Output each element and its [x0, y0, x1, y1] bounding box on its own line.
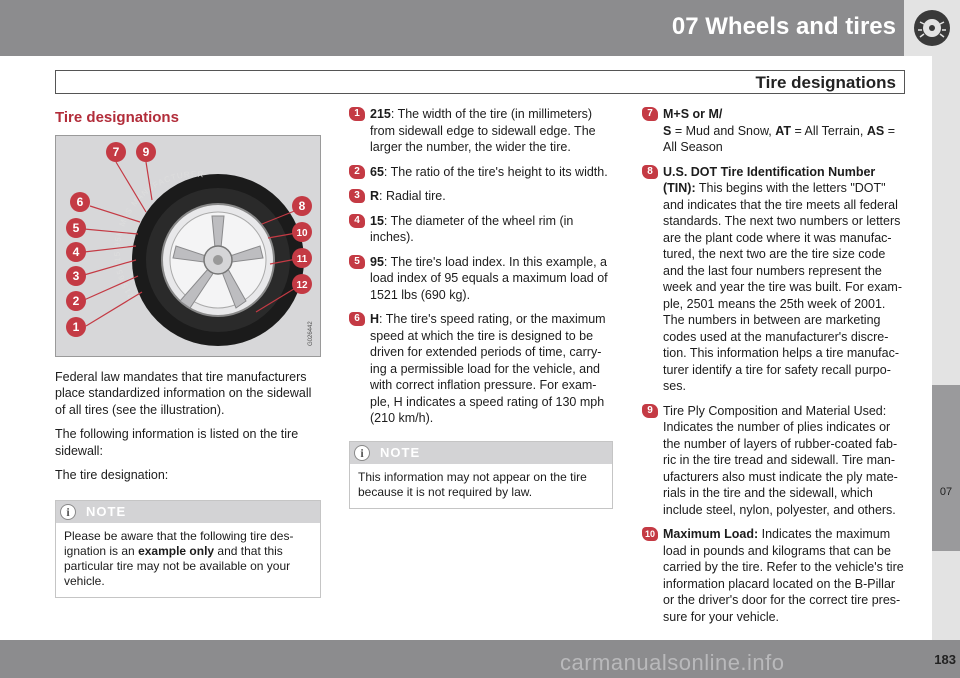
- list-item: [349, 188, 613, 205]
- chapter-side-tab: [932, 56, 960, 640]
- note-text: Please be aware that the following tire des-ignation is an: [64, 528, 294, 558]
- list-item: [642, 526, 908, 625]
- note-emphasis: example only: [138, 543, 215, 558]
- chapter-side-tab-active[interactable]: [932, 385, 960, 551]
- list-item: [349, 164, 613, 181]
- list-item: [642, 106, 908, 156]
- callout-12-label: 12: [296, 279, 308, 291]
- callout-4-label: 4: [72, 244, 80, 259]
- note-box-example: [55, 500, 321, 598]
- item-number-badge: 9: [642, 404, 658, 418]
- callout-11-label: 11: [296, 253, 308, 265]
- tire-icon: [904, 0, 960, 56]
- item-key: S: [663, 123, 672, 138]
- tire-sidewall-illustration: [55, 135, 321, 357]
- item-key: AT: [775, 123, 791, 138]
- paragraph-info-listed: The following information is listed on the tire sidewall:: [55, 427, 299, 458]
- callout-8-label: 8: [298, 198, 306, 213]
- item-text: : Radial tire.: [379, 189, 446, 203]
- list-item: [349, 311, 613, 427]
- item-text: : The width of the tire (in millimeters) from sidewall edge to sidewall edge. The larger the number, the wider the tire.: [370, 107, 596, 154]
- item-key: AS: [866, 123, 885, 138]
- middle-column: [349, 106, 613, 509]
- list-item: [642, 164, 908, 395]
- item-key: 95: [370, 254, 384, 269]
- svg-text:215/65R15 95H M+S MANUFACTURER: 215/65R15 95H M+S MANUFACTURER: [112, 169, 205, 300]
- right-column: [642, 106, 908, 633]
- info-icon: i: [60, 504, 76, 520]
- item-text: = All Season: [663, 123, 895, 154]
- item-number-badge: 6: [349, 312, 365, 326]
- list-item: [349, 106, 613, 156]
- info-icon: i: [354, 445, 370, 461]
- page-number: 183: [934, 652, 956, 667]
- note-header: [350, 442, 612, 464]
- list-item: [349, 254, 613, 304]
- item-number-badge: 4: [349, 214, 365, 228]
- item-text: This begins with the letters "DOT" and indicates that the tire meets all federal standards. The next two numbers or letters are the plant code where it was manufac-tured, the next two are the tire size code and the last four numbers represent the week and year the tire was built. For exam-ple, 2501 means the 25th week of 2001. The numbers in between are marketing codes used at the manufacturer's discre-tion. This information helps a tire manufac-turer identify a tire for safety recall purpo-ses.: [663, 181, 902, 393]
- chapter-tab-label: 07: [939, 486, 953, 498]
- figure-code: G026442: [308, 320, 314, 346]
- item-text: : The ratio of the tire's height to its width.: [383, 164, 608, 179]
- item-number-badge: 1: [349, 107, 365, 121]
- item-text: = Mud and Snow,: [671, 123, 776, 138]
- item-number-badge: 7: [642, 107, 658, 121]
- callout-10-label: 10: [296, 227, 308, 239]
- note-title: NOTE: [86, 503, 127, 519]
- item-key: R: [370, 189, 380, 203]
- item-key: 215: [370, 107, 391, 121]
- item-text: : The tire's speed rating, or the maximum speed at which the tire is designed to be driven for extended periods of time, carry-ing a permissible load for the vehicle, and with correct inflation pressure. For exam-ple, H indicates a speed rating of 130 mph (210 km/h).: [370, 312, 606, 425]
- note-header: [56, 501, 320, 523]
- section-bar: [55, 70, 905, 94]
- callout-5-label: 5: [72, 220, 80, 235]
- page-footer: [0, 640, 960, 678]
- item-number-badge: 3: [349, 189, 365, 203]
- left-column: [55, 110, 321, 598]
- note-title: NOTE: [380, 444, 421, 460]
- paragraph-federal-law: Federal law mandates that tire manufacturers place standardized information on the sidewall of all tires (see the illustration).: [55, 369, 312, 417]
- item-key: 65: [370, 164, 384, 179]
- item-number-badge: 5: [349, 255, 365, 269]
- note-body: [56, 523, 320, 597]
- callout-1-label: 1: [72, 319, 80, 334]
- note-text: and that this particular tire may not be available on your vehicle.: [64, 543, 291, 588]
- paragraph-tire-designation: The tire designation:: [55, 468, 169, 482]
- list-item: [642, 403, 908, 519]
- chapter-title: 07 Wheels and tires: [671, 13, 896, 40]
- item-key: 15: [370, 213, 384, 228]
- chapter-header: [0, 0, 960, 56]
- note-box-law: [349, 441, 613, 509]
- callout-7-label: 7: [112, 144, 120, 159]
- item-text: = All Terrain,: [790, 123, 867, 138]
- item-key: M+S or M/: [663, 107, 723, 121]
- list-item: [349, 213, 613, 246]
- subsection-heading: Tire designations: [55, 109, 179, 126]
- tire-diagram: [56, 136, 321, 357]
- item-key: Maximum Load:: [663, 527, 759, 541]
- item-number-badge: 8: [642, 165, 658, 179]
- callout-3-label: 3: [72, 268, 80, 283]
- item-text: Tire Ply Composition and Material Used: Indicates the number of plies indicates or the number of layers of rubber-coated fab-ric in the tire tread and sidewall. Tire man-ufacturers also must indicate the ply mate-rials in the tire and the sidewall, which include steel, nylon, polyester, and others.: [663, 403, 898, 517]
- item-text: : The diameter of the wheel rim (in inches).: [370, 213, 574, 244]
- item-key: H: [370, 312, 380, 326]
- watermark-text: carmanualsonline.info: [560, 650, 785, 675]
- item-number-badge: 10: [642, 527, 658, 541]
- callout-6-label: 6: [76, 194, 84, 209]
- item-text: Indicates the maximum load in pounds and kilograms that can be carried by the tire. Refer to the vehicle's tire information placard located on the B-Pillar or the driver's door for the correct tire pres-sure for your vehicle.: [663, 527, 904, 624]
- item-number-badge: 2: [349, 165, 365, 179]
- note-body: This information may not appear on the tire because it is not required by law.: [358, 469, 587, 499]
- item-text: : The tire's load index. In this example, a load index of 95 equals a maximum load of 1521 lbs (690 kg).: [370, 254, 608, 302]
- callout-9-label: 9: [142, 144, 150, 159]
- callout-2-label: 2: [72, 293, 80, 308]
- section-title: Tire designations: [755, 73, 896, 92]
- item-key: U.S. DOT Tire Identification Number (TIN):: [663, 164, 876, 195]
